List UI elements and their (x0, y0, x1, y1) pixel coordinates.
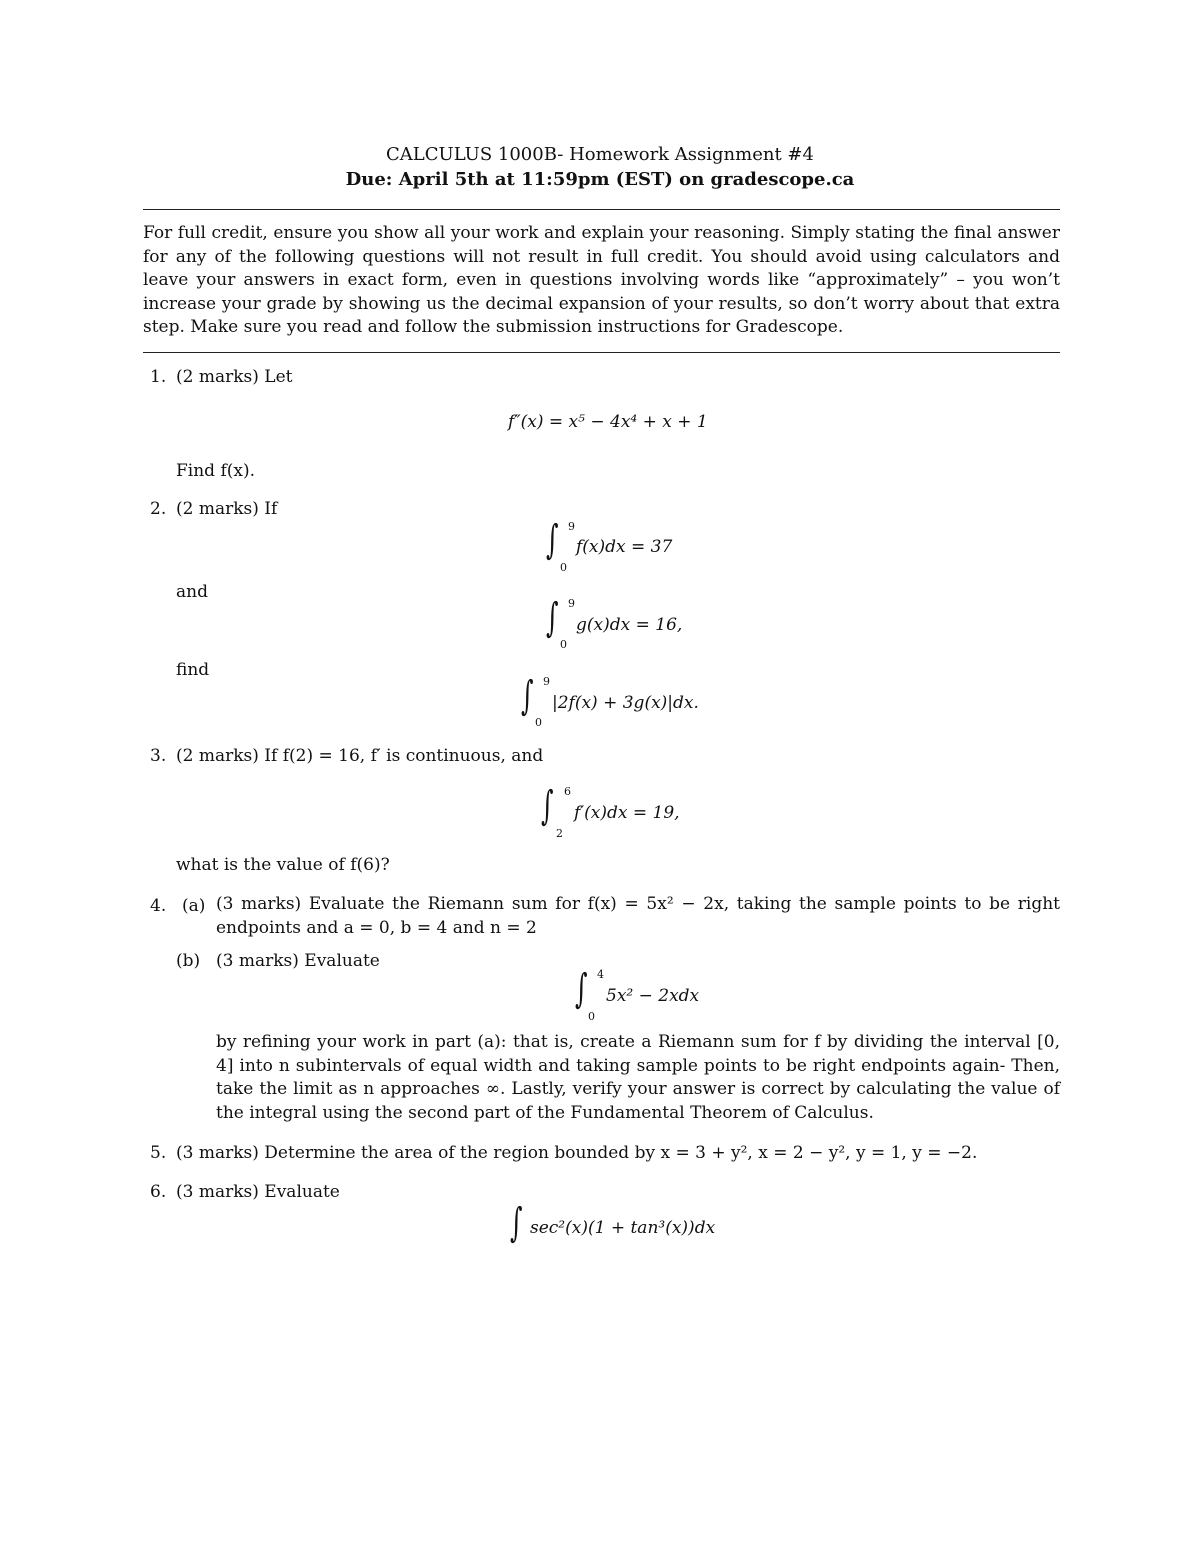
bottom-rule (143, 352, 1060, 353)
assignment-title: CALCULUS 1000B- Homework Assignment #4 (386, 144, 814, 165)
q2-eq1-lower: 0 (560, 561, 567, 574)
q3-integral-sign: ∫ (541, 783, 554, 829)
q3-tail: what is the value of f(6)? (176, 855, 390, 875)
q5-text: (3 marks) Determine the area of the region bounded by x = 3 + y², x = 2 − y², y = 1, y = −2. (176, 1143, 978, 1163)
q4-part-b-text: by refining your work in part (a): that is, create a Riemann sum for f by dividing the interval [0, 4] into n subintervals of equal width and taking sample points to be right endpoints again- Then, take the limit as n approaches ∞. Lastly, verify your answer is correct by calculating the value of the integral using the second part of the Fundamental Theorem of Calculus. (216, 1032, 1060, 1123)
q6-number: 6. (150, 1182, 167, 1202)
q2-eq3-upper: 9 (543, 675, 550, 688)
q2-eq1-upper: 9 (568, 520, 575, 533)
q3-number: 3. (150, 746, 167, 766)
q1-number: 1. (150, 367, 167, 387)
q6-equation: sec²(x)(1 + tan³(x))dx (530, 1218, 716, 1238)
due-date: Due: April 5th at 11:59pm (EST) on gradescope.ca (345, 169, 855, 190)
q1-lead: (2 marks) Let (176, 367, 293, 387)
q3-equation: f′(x)dx = 19, (574, 803, 680, 823)
q2-eq2-upper: 9 (568, 597, 575, 610)
q2-equation-2: g(x)dx = 16, (576, 615, 683, 635)
q2-find: find (176, 660, 210, 680)
q4-eq-upper: 4 (597, 968, 604, 981)
q4-integral-sign: ∫ (575, 966, 588, 1012)
q3-eq-upper: 6 (564, 785, 571, 798)
q4-number: 4. (150, 896, 167, 916)
q3-lead: (2 marks) If f(2) = 16, f′ is continuous, and (176, 746, 544, 766)
q4-part-a-text: (3 marks) Evaluate the Riemann sum for f(x) = 5x² − 2x, taking the sample points to be right endpoints and a = 0, b = 4 and n = 2 (216, 894, 1060, 938)
q4-part-b-lead: (3 marks) Evaluate (216, 951, 380, 971)
q1-equation: f″(x) = x⁵ − 4x⁴ + x + 1 (508, 412, 708, 432)
q2-and: and (176, 582, 208, 602)
q3-eq-lower: 2 (556, 827, 563, 840)
q2-eq3-lower: 0 (535, 716, 542, 729)
q4-equation: 5x² − 2xdx (606, 986, 700, 1006)
instructions-paragraph: For full credit, ensure you show all your work and explain your reasoning. Simply stating the final answer for any of the following questions will not result in full credit. You should avoid using calculators and leave your answers in exact form, even in questions involving words like “approximately” – you won’t increase your grade by showing us the decimal expansion of your results, so don’t worry about that extra step. Make sure you read and follow the submission instructions for Gradescope. (143, 223, 1060, 338)
q2-number: 2. (150, 499, 167, 519)
q6-integral-sign: ∫ (510, 1200, 523, 1246)
q4-part-a-label: (a) (182, 896, 206, 916)
top-rule (143, 209, 1060, 210)
q2-equation-3: |2f(x) + 3g(x)|dx. (552, 693, 699, 713)
q4-part-b-label: (b) (176, 951, 201, 971)
q4-eq-lower: 0 (588, 1010, 595, 1023)
q2-integral-sign-1: ∫ (546, 517, 559, 563)
q2-integral-sign-2: ∫ (546, 595, 559, 641)
q5-number: 5. (150, 1143, 167, 1163)
q2-lead: (2 marks) If (176, 499, 278, 519)
q1-tail: Find f(x). (176, 461, 256, 481)
q6-lead: (3 marks) Evaluate (176, 1182, 340, 1202)
q2-equation-1: f(x)dx = 37 (576, 537, 673, 557)
q2-eq2-lower: 0 (560, 638, 567, 651)
q2-integral-sign-3: ∫ (521, 673, 534, 719)
